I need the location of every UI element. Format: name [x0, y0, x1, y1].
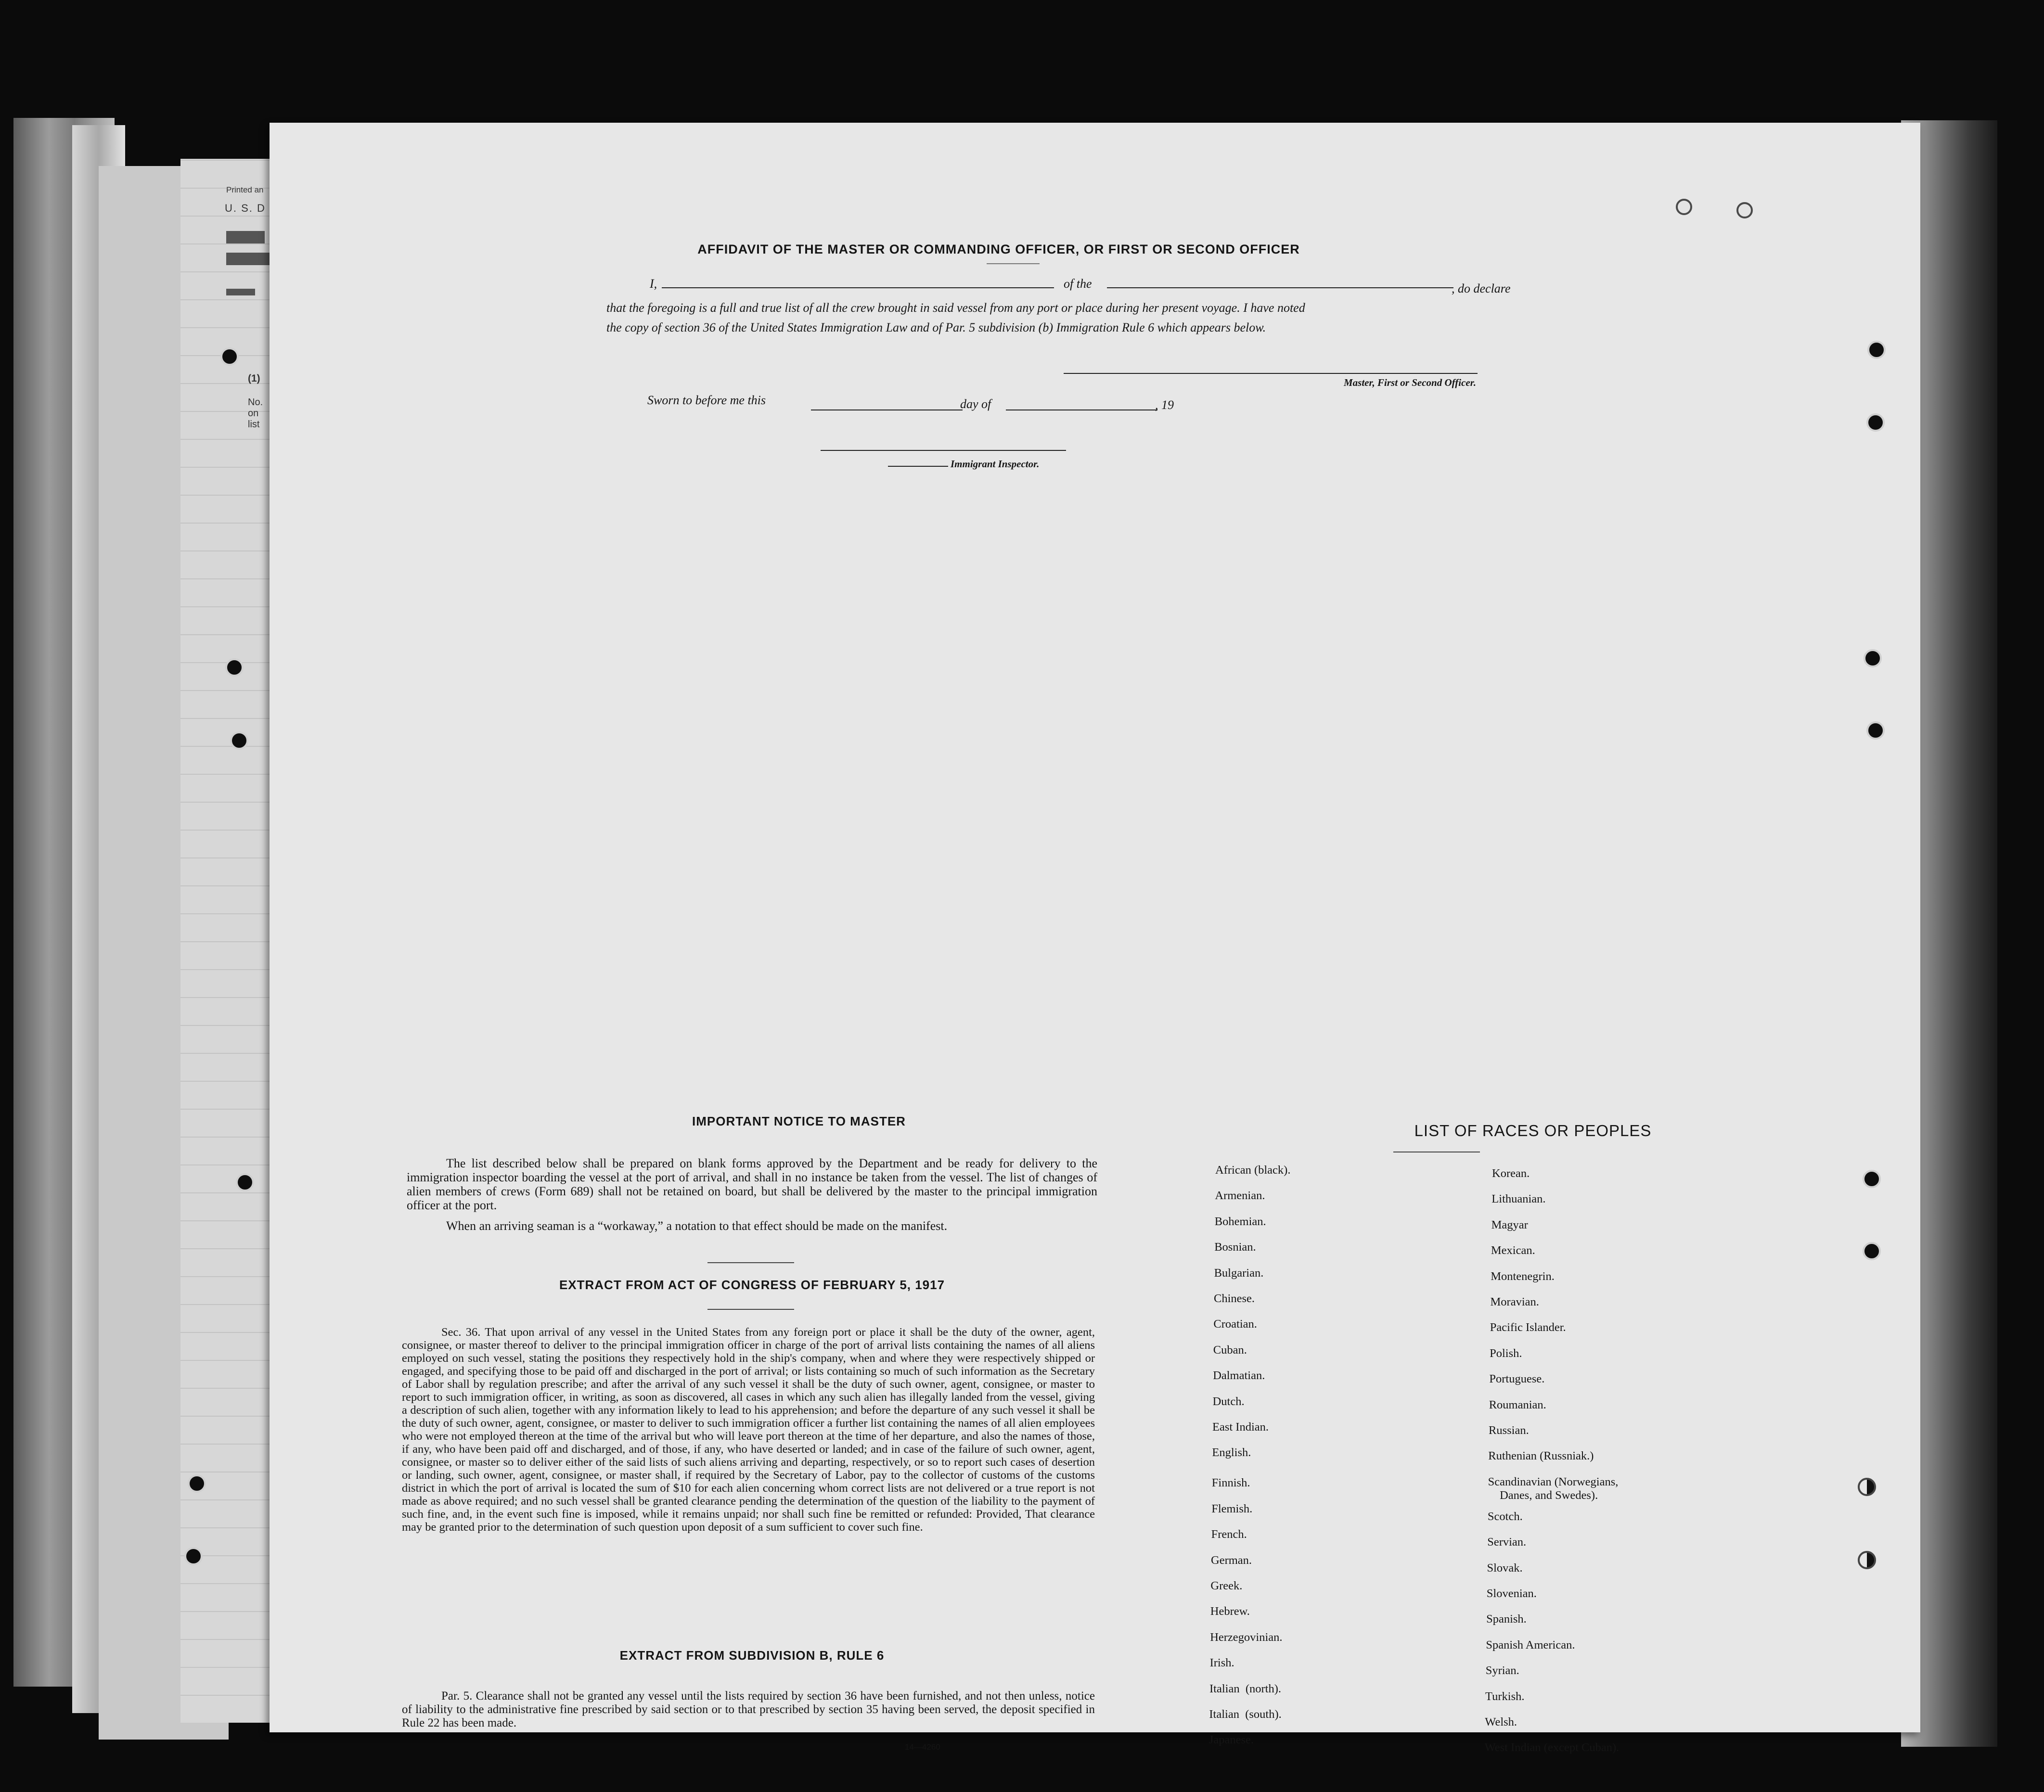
sworn-label: Sworn to before me this	[647, 393, 766, 407]
race-item: Magyar	[1491, 1218, 1528, 1231]
race-item: Syrian.	[1485, 1664, 1519, 1677]
race-item: Portuguese.	[1489, 1372, 1545, 1386]
under-stamp-mark	[226, 289, 255, 295]
sworn-day-of-label: day of	[960, 397, 991, 411]
affidavit-statement-line: that the foregoing is a full and true list of all the crew brought in said vessel from any port or place during her present voyage. I have noted	[606, 301, 1305, 315]
race-item: Japanese.	[1208, 1733, 1254, 1747]
race-item: Italian (south).	[1209, 1708, 1282, 1721]
vessel-label: of the	[1064, 277, 1092, 291]
master-signature-line	[1064, 373, 1478, 374]
notice-paragraph: When an arriving seaman is a “workaway,” a notation to that effect should be made on the manifest.	[446, 1219, 948, 1233]
under-stamp-mark	[226, 253, 270, 265]
race-item: Slovak.	[1487, 1561, 1523, 1574]
affidavit-statement-line: the copy of section 36 of the United States Immigration Law and of Par. 5 subdivision (b) Immigration Rule 6 which appears below.	[606, 320, 1266, 334]
extract-act-title: EXTRACT FROM ACT OF CONGRESS OF FEBRUARY 5, 1917	[559, 1278, 945, 1292]
punch-hole	[1858, 1551, 1876, 1569]
notice-body	[407, 1156, 1097, 1240]
under-stamp-mark	[226, 231, 265, 243]
sworn-year-label: , 19	[1155, 398, 1174, 412]
race-item: Flemish.	[1211, 1502, 1253, 1515]
race-item: Mexican.	[1491, 1244, 1535, 1257]
inspector-caption-rule	[888, 466, 948, 467]
race-item: Slovenian.	[1486, 1587, 1537, 1600]
race-item: Bulgarian.	[1214, 1266, 1264, 1280]
under-dept-label: U. S. D	[225, 202, 266, 214]
punch-hole	[1863, 1242, 1881, 1260]
race-item: Dalmatian.	[1213, 1369, 1265, 1382]
under-list-label: list	[248, 419, 260, 430]
inspector-signature-line	[821, 450, 1066, 451]
race-item: Bosnian.	[1214, 1241, 1256, 1254]
race-item: Chinese.	[1214, 1292, 1255, 1305]
under-on-label: on	[248, 408, 259, 419]
race-item: Russian.	[1489, 1424, 1529, 1437]
punch-hole	[1863, 1170, 1881, 1188]
punch-hole	[230, 731, 248, 750]
punch-hole	[188, 1474, 206, 1493]
race-item: Greek.	[1210, 1579, 1243, 1592]
punch-hole	[1736, 202, 1753, 218]
races-list-title: LIST OF RACES OR PEOPLES	[1414, 1122, 1652, 1139]
declare-label: , do declare	[1452, 282, 1511, 295]
affidavit-form-sheet	[270, 123, 1920, 1754]
race-item: Cuban.	[1213, 1343, 1247, 1357]
race-item: Spanish.	[1486, 1613, 1527, 1626]
punch-hole	[1864, 649, 1882, 667]
race-item: Dutch.	[1212, 1395, 1245, 1408]
race-item: Spanish American.	[1486, 1638, 1575, 1651]
section-divider	[707, 1262, 794, 1263]
race-item: Scandinavian (Norwegians, Danes, and Swedes).	[1488, 1475, 1619, 1502]
race-item: Lithuanian.	[1491, 1192, 1546, 1206]
race-item: Ruthenian (Russniak.)	[1488, 1449, 1594, 1463]
punch-hole	[1676, 199, 1692, 215]
punch-hole	[225, 658, 244, 677]
race-item: Pacific Islander.	[1490, 1321, 1566, 1334]
race-item: German.	[1211, 1553, 1252, 1567]
race-item: English.	[1212, 1446, 1251, 1459]
race-item: French.	[1211, 1528, 1247, 1541]
race-item: Finnish.	[1211, 1476, 1250, 1490]
race-item: Turkish.	[1485, 1690, 1525, 1703]
race-item: Moravian.	[1490, 1295, 1539, 1308]
race-item: East Indian.	[1212, 1421, 1269, 1434]
race-item: West Indian (except Cuban).	[1484, 1741, 1620, 1754]
punch-hole	[220, 347, 239, 366]
race-item: Montenegrin.	[1491, 1269, 1555, 1283]
race-item: Polish.	[1490, 1346, 1522, 1360]
race-item: Herzegovinian.	[1210, 1630, 1283, 1644]
under-item-number: (1)	[248, 373, 260, 384]
notice-paragraph: The list described below shall be prepared on blank forms approved by the Department and be ready for delivery to the immigration inspector boarding the vessel at the port of arrival, and shall in no instance be taken from the vessel. The list of changes of alien members of crews (Form 689) shall not be retained on board, but shall be delivered by the master to the principal immigration officer at the port.	[407, 1156, 1097, 1212]
race-item: Bohemian.	[1214, 1215, 1266, 1228]
race-item: African (black).	[1215, 1164, 1291, 1177]
form-number: 14—4260	[905, 1742, 940, 1752]
affidavit-title: AFFIDAVIT OF THE MASTER OR COMMANDING OFFICER, OR FIRST OR SECOND OFFICER	[697, 242, 1300, 256]
race-item: Hebrew.	[1210, 1605, 1250, 1618]
race-item: Welsh.	[1485, 1715, 1517, 1728]
punch-hole	[184, 1547, 203, 1565]
section-divider	[707, 1309, 794, 1310]
race-item: Croatian.	[1213, 1318, 1257, 1331]
race-item: Armenian.	[1215, 1189, 1265, 1203]
punch-hole	[1867, 341, 1886, 359]
punch-hole	[1866, 721, 1885, 740]
vessel-name-line	[1107, 287, 1453, 288]
race-item: Italian (north).	[1209, 1682, 1281, 1695]
punch-hole	[1858, 1478, 1876, 1496]
notice-title: IMPORTANT NOTICE TO MASTER	[692, 1114, 906, 1128]
master-signature-caption: Master, First or Second Officer.	[1344, 377, 1476, 388]
declarant-name-line	[662, 287, 1054, 288]
under-no-label: No.	[248, 397, 263, 408]
race-item: Korean.	[1492, 1167, 1530, 1180]
inspector-caption: Immigrant Inspector.	[951, 458, 1040, 470]
race-item: Roumanian.	[1489, 1398, 1546, 1411]
punch-hole	[1866, 413, 1885, 432]
extract-rule-body: Par. 5. Clearance shall not be granted any vessel until the lists required by section 36 have been furnished, and not then unless, notice of liability to the administrative fine prescribed by said section or to that prescribed by section 35 having been served, the deposit specified in Rule 22 has been made.	[402, 1690, 1095, 1729]
punch-hole	[236, 1173, 254, 1191]
declarant-label: I,	[650, 277, 657, 291]
race-item: Scotch.	[1487, 1510, 1523, 1523]
title-divider	[987, 263, 1040, 264]
race-item: Servian.	[1487, 1536, 1527, 1549]
under-printed-label: Printed an	[226, 185, 264, 194]
extract-rule-title: EXTRACT FROM SUBDIVISION B, RULE 6	[619, 1648, 885, 1663]
extract-act-body: Sec. 36. That upon arrival of any vessel in the United States from any foreign port or place it shall be the duty of the owner, agent, consignee, or master thereof to deliver to the principal immigration officer in charge of the port of arrival lists containing the names of all aliens employed on such vessel, stating the positions they respectively hold in the ship's company, when and where they were respectively shipped or engaged, and specifying those to be paid off and discharged in the port of arrival; or lists containing so much of such information as the Secretary of Labor shall by regulation prescribe; and after the arrival of any such vessel it shall be the duty of such owner, agent, consignee, or master to report to such immigration officer, in writing, as soon as discovered, all cases in which any such alien has illegally landed from the vessel, giving a description of such alien, together with any information likely to lead to his apprehension; and before the departure of any such vessel it shall be the duty of such owner, agent, consignee, or master to deliver to such immigration officer a further list containing the names of all alien employees who were not employed thereon at the time of the arrival but who will leave port thereon at the time of her departure, and also the names of those, if any, who have been paid off and discharged, and of those, if any, who have deserted or landed; and in case of the failure of such owner, agent, consignee, or master so to deliver either of the said lists of such aliens arriving and departing, respectively, or so to report such cases of desertion or landing, such owner, agent, consignee, or master shall, if required by the Secretary of Labor, pay to the collector of customs of the customs district in which the port of arrival is located the sum of $10 for each alien concerning whom correct lists are not delivered or a true report is not made as above required; and no such vessel shall be granted clearance pending the determination of the question of the liability to the payment of such fine, and, in the event such fine is imposed, while it remains unpaid; nor shall such fine be remitted or refunded: Provided, That clearance may be granted prior to the determination of such question upon deposit of a sum sufficient to cover such fine.	[402, 1326, 1095, 1534]
race-item: Irish.	[1209, 1656, 1234, 1670]
